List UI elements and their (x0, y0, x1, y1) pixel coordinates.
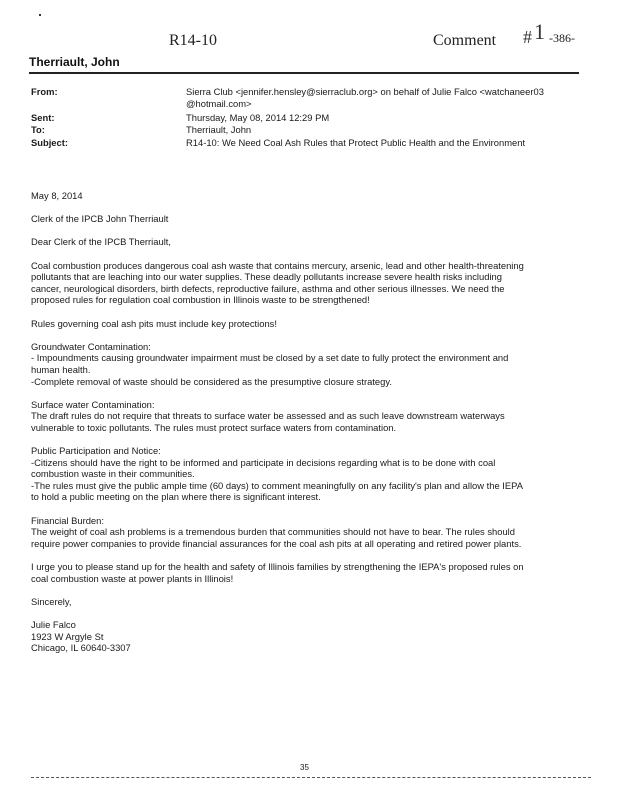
recipient-name: Therriault, John (29, 55, 120, 69)
comment-number-suffix: -386- (549, 31, 575, 45)
section-heading: Financial Burden: (31, 514, 104, 526)
subject-value: R14-10: We Need Coal Ash Rules that Protect Public Health and the Environment (186, 137, 526, 148)
closing-paragraph (31, 561, 579, 584)
section-heading: Surface water Contamination: (31, 398, 155, 410)
comment-label: Comment (433, 32, 497, 49)
letter-salutation: Dear Clerk of the IPCB Therriault, (31, 236, 171, 248)
section-line: The weight of coal ash problems is a tremendous burden that communities should not have to bear. The rules should (31, 526, 515, 538)
intro-line: pollutants that are leaching into our water supplies. These deadly pollutants increase severe health risks including (31, 271, 502, 283)
signature-city: Chicago, IL 60640-3307 (31, 642, 131, 654)
subject-label: Subject: (31, 137, 68, 148)
intro-line: cancer, neurological disorders, birth defects, reproductive failure, asthma and other serious illnesses. We need the (31, 282, 505, 294)
scan-speck (39, 14, 41, 16)
key-protections: Rules governing coal ash pits must include key protections! (31, 317, 277, 329)
section-heading: Groundwater Contamination: (31, 340, 151, 352)
financial-burden-section (31, 515, 579, 550)
comment-number-prefix: # (523, 27, 532, 47)
from-value-line: @hotmail.com> (186, 97, 252, 109)
section-line: -Complete removal of waste should be considered as the presumptive closure strategy. (31, 375, 392, 387)
intro-line: Coal combustion produces dangerous coal ash waste that contains mercury, arsenic, lead and other health-threatening (31, 259, 524, 271)
intro-paragraph (31, 260, 579, 306)
signature-name: Julie Falco (31, 618, 76, 630)
section-line: require power companies to provide financial assurances for the coal ash pits at all operating and retired power plants. (31, 537, 522, 549)
docket-number: R14-10 (169, 32, 217, 49)
section-line: -The rules must give the public ample time (60 days) to comment meaningfully on any facility's plan and allow the IEPA (31, 479, 523, 491)
from-label: From: (31, 86, 58, 97)
surface-water-section (31, 399, 579, 434)
signature-block (31, 619, 579, 654)
closing-line: I urge you to please stand up for the health and safety of Illinois families by strengthening the IEPA's proposed rules on (31, 561, 524, 572)
letter-addressee: Clerk of the IPCB John Therriault (31, 213, 169, 225)
section-heading: Public Participation and Notice: (31, 445, 161, 457)
footer-rule (31, 777, 591, 778)
section-line: combustion waste in their communities. (31, 468, 195, 480)
section-line: human health. (31, 363, 91, 375)
sent-label: Sent: (31, 112, 55, 123)
sent-value: Thursday, May 08, 2014 12:29 PM (186, 112, 330, 123)
letter-body (31, 190, 579, 665)
header-divider (29, 72, 579, 74)
section-line: to hold a public meeting on the plan where there is significant interest. (31, 491, 321, 503)
section-line: The draft rules do not require that threats to surface water be assessed and as such leave downstream waterways (31, 410, 505, 422)
closing-line: coal combustion waste at power plants in Illinois! (31, 572, 234, 584)
groundwater-section (31, 341, 579, 387)
section-line: -Citizens should have the right to be informed and participate in decisions regarding what is to be done with coal (31, 456, 496, 468)
comment-number: 1 (534, 19, 545, 44)
section-line: vulnerable to toxic pollutants. The rules must protect surface waters from contamination. (31, 421, 397, 433)
letter-date: May 8, 2014 (31, 190, 83, 201)
intro-line: proposed rules for regulation coal combustion in Illinois waste to be strengthened! (31, 294, 370, 306)
to-value: Therriault, John (186, 124, 252, 135)
to-label: To: (31, 124, 45, 135)
section-line: - Impoundments causing groundwater impairment must be closed by a set date to fully protect the environment and (31, 352, 509, 364)
comment-number-stamp (523, 19, 575, 47)
signoff: Sincerely, (31, 595, 72, 607)
public-participation-section (31, 445, 579, 503)
from-value-line: Sierra Club <jennifer.hensley@sierraclub.org> on behalf of Julie Falco <watchaneer03 (186, 86, 544, 97)
page-number: 35 (300, 763, 309, 772)
signature-street: 1923 W Argyle St (31, 630, 104, 642)
from-value (186, 86, 544, 109)
